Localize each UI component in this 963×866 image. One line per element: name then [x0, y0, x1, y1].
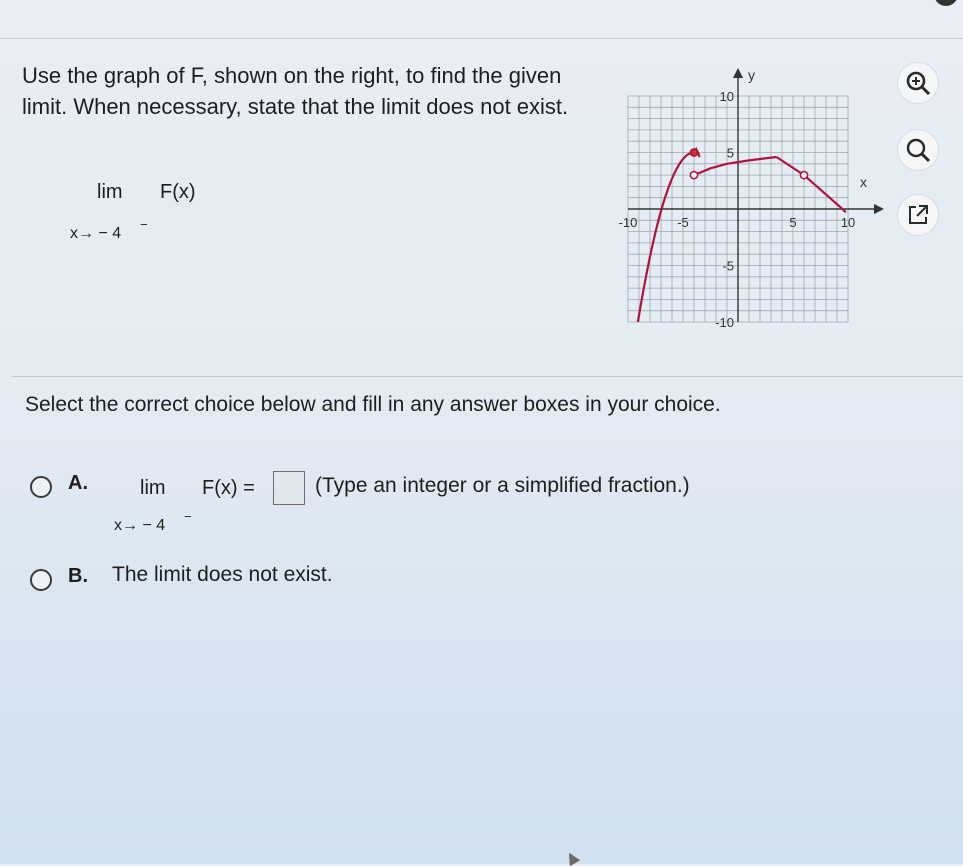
x-tick-label: -5	[677, 215, 689, 230]
question-text: Use the graph of F, shown on the right, to find the given limit. When necessary, state that the limit does not exist.	[22, 63, 569, 119]
zoom-in-button[interactable]	[898, 63, 938, 103]
zoom-in-icon	[904, 69, 932, 97]
choice-a-subscript: x→ − 4	[114, 517, 166, 534]
zoom-out-button[interactable]	[898, 130, 938, 170]
choice-a-function: F(x) =	[202, 477, 255, 499]
open-point	[690, 172, 697, 179]
instruction-text: Select the correct choice below and fill in any answer boxes in your choice.	[25, 393, 721, 416]
limit-superscript: −	[140, 217, 148, 232]
choice-b-radio[interactable]	[30, 569, 52, 591]
y-tick-label: 5	[726, 145, 734, 161]
choice-b-letter: B.	[68, 565, 88, 587]
section-divider	[12, 376, 963, 377]
choice-a-radio[interactable]	[30, 476, 52, 498]
closed-point	[690, 149, 697, 156]
choice-b-text: The limit does not exist.	[112, 563, 333, 586]
x-tick-label: 5	[789, 215, 797, 230]
y-axis-arrow	[733, 68, 743, 78]
y-tick-label: -10	[715, 315, 734, 330]
answer-input-box[interactable]	[273, 471, 305, 505]
y-axis-label: y	[748, 67, 755, 83]
open-external-icon	[905, 202, 931, 228]
x-axis-label: x	[860, 174, 867, 190]
top-divider	[0, 38, 963, 39]
open-point	[800, 172, 807, 179]
gear-icon[interactable]	[926, 0, 963, 12]
choice-a-superscript: −	[184, 509, 192, 524]
open-external-button[interactable]	[898, 195, 938, 235]
function-graph	[600, 60, 890, 340]
limit-subscript: x→ − 4	[70, 225, 122, 242]
x-tick-label: -10	[618, 215, 638, 230]
y-tick-label: 10	[719, 89, 734, 104]
x-axis-arrow	[874, 204, 884, 214]
lim-label: lim	[97, 181, 123, 203]
question-limit	[70, 181, 294, 251]
choice-a-hint: (Type an integer or a simplified fraction.)	[315, 474, 690, 497]
choice-a-letter: A.	[68, 472, 88, 494]
choice-a-lim: lim	[140, 477, 166, 499]
y-tick-label: -5	[722, 258, 734, 274]
function-label: F(x)	[160, 181, 196, 203]
zoom-out-icon	[904, 136, 932, 164]
x-tick-label: 10	[840, 215, 856, 230]
